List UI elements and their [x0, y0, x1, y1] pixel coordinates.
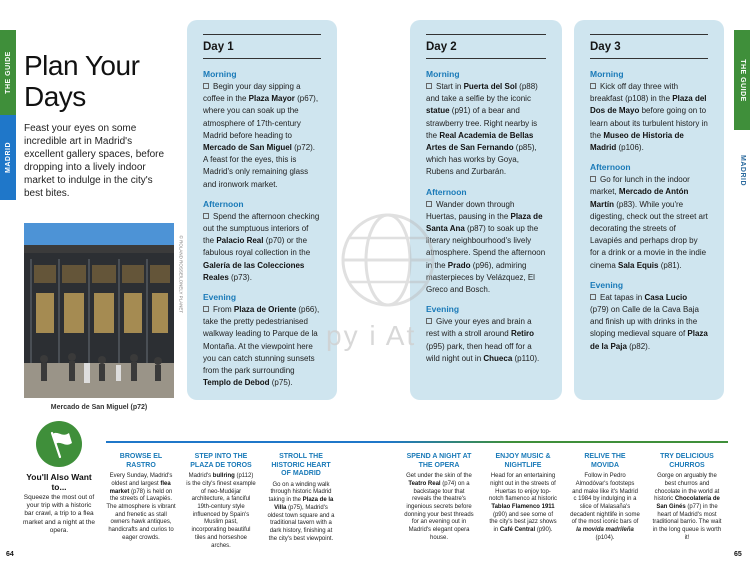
text-run: Begin your day sipping a coffee in the — [203, 82, 301, 104]
tip-text — [106, 473, 176, 542]
checkbox-icon — [203, 83, 209, 89]
bold-place-name: Puerta del Sol — [463, 82, 517, 91]
period-text — [590, 292, 708, 353]
tip-text — [186, 473, 256, 550]
bold-place-name: Plaza de Oriente — [233, 305, 297, 315]
text-run: From — [213, 305, 234, 315]
tip-title: STROLL THE HISTORIC HEART OF MADRID — [271, 453, 331, 478]
text-run: (p112) is the city's finest example of neo-Mudéjar architecture, a fanciful 19th-century style influenced by Spain's Muslim past, incorporating beautiful tiles and horseshoe arches. — [186, 473, 256, 549]
page-title: Plan Your Days — [24, 50, 140, 112]
period-text — [203, 304, 321, 389]
day-title: Day 1 — [203, 34, 321, 59]
text-run: Start in — [436, 82, 464, 91]
bold-place-name: statue — [426, 106, 450, 116]
day-title: Day 2 — [426, 34, 546, 59]
bold-place-name: Café Central — [499, 527, 536, 534]
bold-place-name: Retiro — [510, 329, 535, 339]
bold-place-name: Casa Lucio — [644, 292, 688, 302]
bold-place-name: Plaza de la Paja — [590, 329, 708, 351]
text-run: (p75). — [269, 378, 293, 388]
period-label-afternoon: Afternoon — [590, 162, 631, 173]
period-label-morning: Morning — [426, 69, 460, 79]
text-run: (p74) on a backstage tour that reveals the theatre's ingenious secrets before donning your best threads for an evening out in Madrid's elegant opera house. — [404, 480, 474, 541]
text-run: (p96), admiring masterpieces by Velázquez, El Greco and Bosch. — [426, 260, 535, 295]
tip-opera — [404, 453, 474, 543]
page-number-left: 64 — [6, 551, 14, 558]
bold-place-name: Plaza Mayor — [248, 94, 295, 104]
text-run: (p85), which has works by Goya, Rubens and Zurbarán. — [426, 143, 537, 177]
period-text — [426, 199, 546, 297]
bold-place-name: Real Academia de Bellas Artes de San Fernando — [426, 130, 534, 153]
tip-churros — [652, 453, 722, 543]
tip-title: BROWSE EL RASTRO — [119, 453, 163, 469]
bold-place-name: Plaza del Dos de Mayo — [590, 94, 707, 116]
bold-place-name: Plaza de la Villa — [274, 497, 334, 511]
tip-title: TRY DELICIOUS CHURROS — [660, 453, 714, 469]
bold-place-name: Tablao Flamenco 1911 — [491, 504, 555, 510]
watermark-text: py i At — [326, 320, 417, 351]
side-tab-guide-label-right: THE GUIDE — [738, 58, 746, 102]
tip-text — [488, 473, 558, 535]
period-text — [590, 174, 708, 272]
bold-place-name: Chueca — [483, 353, 513, 363]
period-label-afternoon: Afternoon — [203, 198, 244, 209]
text-run: Give your eyes and brain a rest with a stroll around — [426, 317, 532, 339]
tip-text — [570, 473, 640, 542]
side-tab-guide-right — [734, 30, 750, 130]
intro-text: Feast your eyes on some incredible art in Madrid's excellent gallery spaces, before dropping into a lively indoor market to indulge in the city's best bites. — [24, 123, 165, 199]
tip-text — [266, 482, 336, 544]
period-label-evening: Evening — [426, 304, 460, 315]
text-run: Go on a winding walk through historic Madrid taking in the — [268, 481, 332, 504]
tip-music-nightlife — [488, 453, 558, 535]
period-label-morning: Morning — [590, 69, 624, 79]
checkbox-icon — [426, 318, 432, 324]
period-text — [426, 316, 546, 365]
text-run: (p72). A feast for the eyes, this is Madrid's only remaining glass and ironwork market. — [203, 143, 316, 189]
text-run: (p95) park, then head off for a wild night out in — [426, 341, 532, 363]
bold-place-name: Templo de Debod — [203, 378, 270, 388]
checkbox-icon — [203, 306, 209, 312]
tip-movida — [570, 453, 640, 543]
tip-title: STEP INTO THE PLAZA DE TOROS — [190, 453, 252, 469]
text-run: Every Sunday, Madrid's oldest and largest — [109, 473, 173, 487]
photo-caption: Mercado de San Miguel (p72) — [50, 404, 148, 411]
text-run: (p77) in the heart of Madrid's most traditional barrio. The wait in the long queue is worth it! — [652, 504, 722, 541]
market-photo — [24, 223, 174, 398]
text-run: (p91) of a bear and strawberry tree. Right nearby is the — [426, 106, 538, 140]
also-want-title: You'll Also Want to... — [26, 472, 92, 492]
period-label-evening: Evening — [203, 292, 237, 303]
period-label-afternoon: Afternoon — [426, 186, 467, 197]
text-run: (p73). — [228, 272, 252, 282]
tip-el-rastro — [106, 453, 176, 543]
period-label-morning: Morning — [203, 69, 237, 79]
page-number-right: 65 — [734, 551, 742, 558]
tip-title: SPEND A NIGHT AT THE OPERA — [406, 453, 472, 469]
checkbox-icon — [426, 201, 432, 207]
bold-place-name: Chocolatería de San Ginés — [656, 496, 720, 510]
text-run: (p78) is held on the streets of Lavapiés. The atmosphere is vibrant and frenetic as stall owners hawk antiques, handicrafts and curios to eager crowds. — [106, 488, 176, 541]
day-3-card — [574, 20, 724, 400]
day-title: Day 3 — [590, 34, 708, 59]
tip-plaza-de-toros — [186, 453, 256, 550]
period-text — [203, 81, 321, 191]
text-run: Madrid's — [188, 473, 213, 480]
checkbox-icon — [590, 176, 596, 182]
text-run: Head for an entertaining night out in the streets of Huertas to enjoy top-notch flamenco at historic — [488, 473, 558, 503]
photo-credit: © ROLAND ROSSE/LONELY PLANET — [178, 235, 184, 314]
flag-icon — [36, 421, 82, 467]
text-run: Wander down through Huertas, pausing in the — [426, 199, 515, 221]
tip-title: RELIVE THE MOVIDA — [584, 453, 626, 469]
text-run: Go for lunch in the indoor market, — [590, 175, 690, 197]
text-run: (p66), take the pretty pedestrianised walkway leading to Parque de la Montaña. At the viewpoint here you can catch stunning sunsets from the park surrounding — [203, 305, 320, 376]
checkbox-icon — [590, 83, 596, 89]
bold-place-name: Sala Equis — [618, 260, 659, 270]
tip-text — [404, 473, 474, 542]
checkbox-icon — [590, 294, 596, 300]
period-label-evening: Evening — [590, 279, 624, 290]
side-tab-guide-label: THE GUIDE — [4, 51, 12, 94]
text-run: (p104). — [595, 534, 615, 541]
side-tab-guide-left — [0, 30, 16, 115]
period-text — [426, 81, 546, 179]
text-run: Kick off day three with breakfast (p108) in the — [590, 82, 679, 104]
checkbox-icon — [426, 83, 432, 89]
side-tab-madrid-right — [734, 130, 750, 210]
period-text — [203, 211, 321, 284]
tip-historic-heart — [266, 453, 336, 543]
bold-place-name: Teatro Real — [408, 480, 441, 487]
italic-term: la movida madrileña — [576, 527, 634, 534]
day-1-card — [187, 20, 337, 400]
text-run: (p87) to soak up the literary neighbourhood's lively atmosphere. Spend the afternoon in the — [426, 224, 546, 270]
checkbox-icon — [203, 213, 209, 219]
bold-place-name: Palacio Real — [216, 236, 264, 246]
text-run: (p67), where you can soak up the atmosphere of 17th-century Madrid before heading to — [203, 94, 319, 140]
tip-text — [652, 473, 722, 542]
text-run: (p83). While you're digesting, check out the street art decorating the streets of Lavapiés and perhaps drop by for a drink or a movie in the indie cinema — [590, 199, 708, 270]
text-run: before going on to learn about its turbulent history in the — [590, 106, 708, 140]
also-want-text: Squeeze the most out of your trip with a historic bar crawl, a trip to a flea market and a night at the opera. — [23, 494, 95, 534]
text-run: (p88) and take a selfie by the iconic — [426, 82, 538, 104]
text-run: Eat tapas in — [600, 292, 645, 302]
bold-place-name: flea market — [109, 480, 171, 495]
text-run: (p79) on Calle de la Cava Baja and finish up with drinks in the sloping medieval square of — [590, 305, 699, 339]
bold-place-name: Prado — [447, 260, 471, 270]
text-run: (p110). — [512, 353, 540, 363]
bold-place-name: Galería de las Colecciones Reales — [203, 260, 305, 282]
side-tab-madrid-left — [0, 115, 16, 200]
bold-place-name: bullring — [212, 473, 235, 480]
text-run: (p81). — [658, 260, 682, 270]
day-2-card — [410, 20, 562, 400]
bold-place-name: Plaza de Santa Ana — [426, 211, 543, 234]
text-run: Gorge on arguably the best churros and chocolate in the world at historic — [654, 473, 720, 503]
text-run: (p70) or the fabulous royal collection in the — [203, 236, 311, 258]
tip-title: ENJOY MUSIC & NIGHTLIFE — [495, 453, 551, 469]
text-run: Get under the skin of the — [406, 473, 472, 480]
bold-place-name: Mercado de San Miguel — [203, 143, 292, 153]
side-tab-city-label-right: MADRID — [738, 154, 746, 186]
side-tab-city-label: MADRID — [4, 142, 12, 173]
text-run: (p82). — [626, 341, 651, 351]
text-run: (p75), Madrid's oldest town square and a traditional tavern with a dark history, finishing at the city's best viewpoint. — [267, 504, 335, 542]
period-text — [590, 81, 708, 154]
timeline-divider — [106, 441, 728, 443]
text-run: Spend the afternoon checking out the sumptuous interiors of the — [203, 211, 320, 246]
text-run: (p90) and see some of the city's best jazz shows in — [489, 511, 557, 534]
bold-place-name: Museo de Historia de Madrid — [590, 130, 684, 153]
text-run: Follow in Pedro Almodóvar's footsteps and make like it's Madrid c 1984 by indulging in a slice of Malasaña's decadent nightlife in some of the most iconic bars of — [570, 473, 640, 526]
bold-place-name: Mercado de Antón Martín — [590, 187, 689, 209]
text-run: (p106). — [616, 143, 644, 153]
text-run: (p90). — [535, 527, 553, 534]
